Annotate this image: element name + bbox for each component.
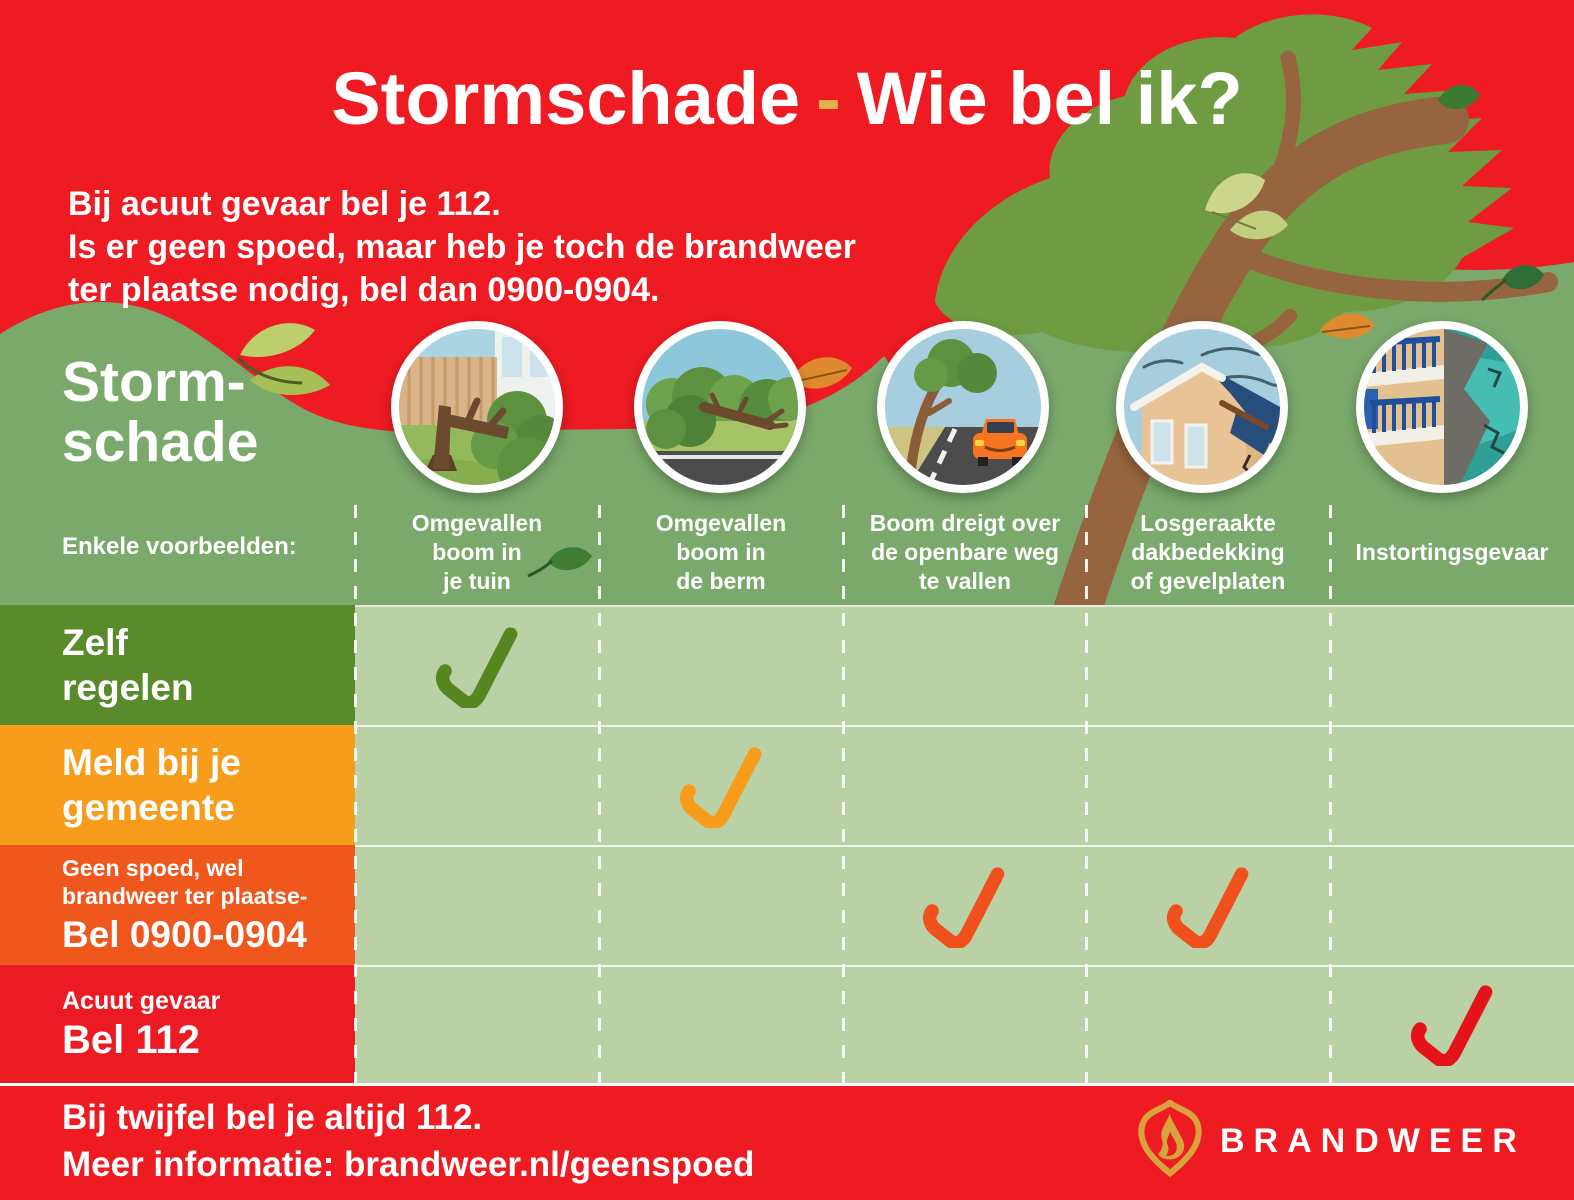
column-divider xyxy=(598,505,601,1083)
column-divider xyxy=(1085,505,1088,1083)
brandweer-flame-logo-icon xyxy=(1136,1100,1204,1178)
building-collapse-illustration xyxy=(1364,329,1520,485)
column-label-collapse-danger: Instortingsgevaar xyxy=(1355,538,1549,565)
row-label-bel-112: Acuut gevaar Bel 112 xyxy=(0,965,355,1085)
poster-title xyxy=(0,56,1574,141)
title-word-stormschade: Stormschade xyxy=(331,57,801,140)
footer-text: Bij twijfel bel je altijd 112. Meer informatie: brandweer.nl/geenspoed xyxy=(62,1098,755,1184)
intro-line: ter plaatse nodig, bel dan 0900-0904. xyxy=(68,271,660,309)
examples-label: Enkele voorbeelden: xyxy=(62,533,297,560)
row-divider xyxy=(355,965,1574,967)
column-divider xyxy=(354,505,357,1083)
row-divider xyxy=(355,845,1574,847)
fallen-tree-in-garden-illustration xyxy=(399,329,555,485)
example-icon-tree-over-road xyxy=(877,321,1049,493)
row-divider xyxy=(355,605,1574,607)
example-icon-fallen-tree-verge xyxy=(634,321,806,493)
check-mark-icon xyxy=(679,744,763,828)
brandweer-wordmark: BRANDWEER xyxy=(1220,1122,1526,1160)
example-icon-loose-roofing xyxy=(1116,321,1288,493)
column-label-loose-roofing: Losgeraakte dakbedekking of gevelplaten xyxy=(1130,509,1286,594)
row-label-zelf-regelen: Zelf regelen xyxy=(0,605,355,725)
intro-line: Is er geen spoed, maar heb je toch de brandweer xyxy=(68,228,856,266)
column-label-tree-over-road: Boom dreigt over de openbare weg te vallen xyxy=(869,509,1061,594)
row-label-meld-bij-gemeente: Meld bij je gemeente xyxy=(0,725,355,845)
row-divider xyxy=(355,725,1574,727)
check-mark-icon xyxy=(1166,864,1250,948)
title-dash: - xyxy=(816,57,841,140)
intro-text xyxy=(68,183,856,312)
example-icon-collapse-danger xyxy=(1356,321,1528,493)
row-label-bel-0900-0904: Geen spoed, wel brandweer ter plaatse- Bel 0900-0904 xyxy=(0,845,355,965)
title-question: Wie bel ik? xyxy=(856,57,1243,140)
footer-divider xyxy=(0,1083,1574,1086)
section-heading-stormschade: Storm- schade xyxy=(62,350,259,474)
column-divider xyxy=(842,505,845,1083)
example-icon-fallen-tree-garden xyxy=(391,321,563,493)
check-mark-icon xyxy=(1410,982,1494,1066)
column-divider xyxy=(1329,505,1332,1083)
column-label-fallen-tree-verge: Omgevallen boom in de berm xyxy=(655,509,787,594)
tree-leaning-over-road-illustration xyxy=(885,329,1041,485)
damaged-roof-illustration xyxy=(1124,329,1280,485)
check-mark-icon xyxy=(922,864,1006,948)
column-label-fallen-tree-garden: Omgevallen boom in je tuin xyxy=(411,509,543,594)
fallen-tree-on-verge-illustration xyxy=(642,329,798,485)
intro-line: Bij acuut gevaar bel je 112. xyxy=(68,185,501,223)
check-mark-icon xyxy=(435,624,519,708)
